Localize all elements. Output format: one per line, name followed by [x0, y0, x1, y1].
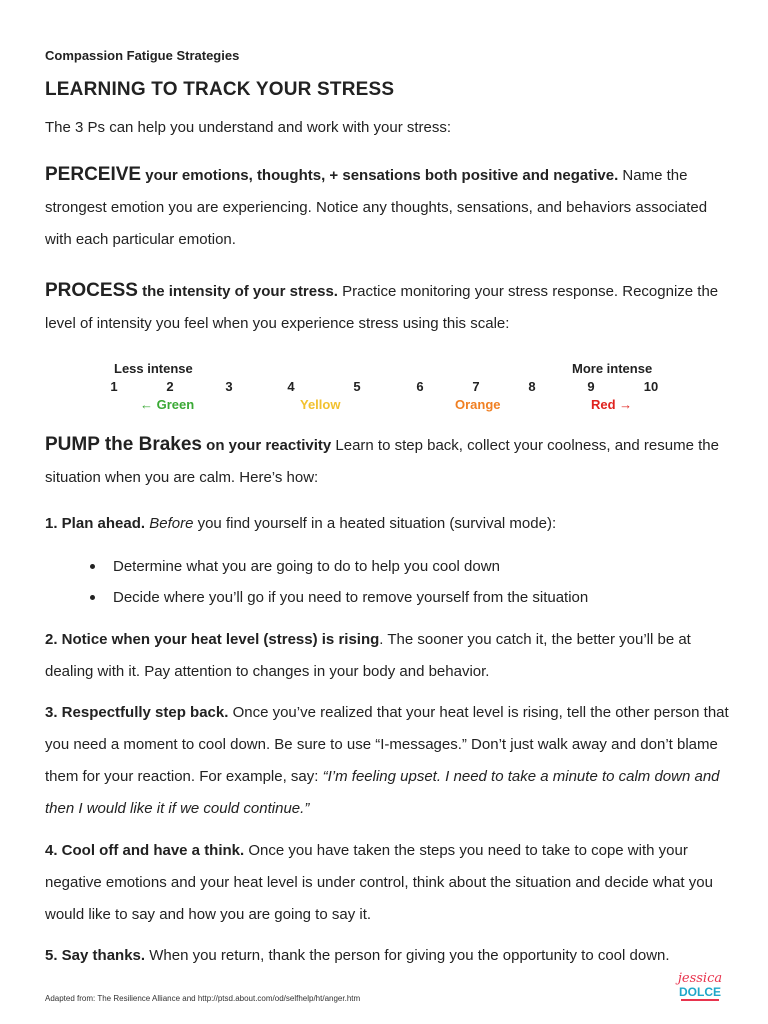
more-intense-label: More intense	[572, 361, 653, 376]
plan-ahead-list	[45, 551, 588, 613]
page-heading: LEARNING TO TRACK YOUR STRESS	[45, 79, 395, 100]
scale-number: 9	[587, 379, 595, 394]
logo-graphic	[672, 968, 728, 1006]
jessica-dolce-logo	[672, 968, 728, 1006]
perceive-paragraph	[45, 159, 735, 256]
step-3-quote: “I’m feeling upset. I need to take a minute to calm down and then I would like it if we could continue.”	[45, 768, 720, 817]
document-title: Compassion Fatigue Strategies	[45, 48, 240, 63]
perceive-word: PERCEIVE	[45, 164, 142, 185]
scale-number: 2	[166, 379, 174, 394]
intensity-scale	[0, 361, 768, 417]
step-5-text: When you return, thank the person for giving you the opportunity to cool down.	[145, 947, 670, 964]
pump-body: Learn to step back, collect your coolness, and resume the situation when you are calm. Here’s how:	[45, 437, 719, 486]
scale-number: 7	[472, 379, 480, 394]
pump-lead: on your reactivity	[202, 437, 332, 454]
process-lead: the intensity of your stress.	[137, 283, 338, 300]
step-1	[45, 508, 735, 540]
step-4-title: 4. Cool off and have a think.	[45, 842, 245, 859]
step-4-text: Once you have taken the steps you need to take to cope with your negative emotions and your heat level is under control, think about the situation and decide what you would like to say and how you are going to say it.	[45, 842, 713, 923]
perceive-lead: your emotions, thoughts, + sensations both positive and negative.	[141, 167, 619, 184]
step-1-emphasis: Before	[149, 515, 194, 532]
step-5	[45, 940, 735, 972]
step-3-title: 3. Respectfully step back.	[45, 704, 229, 721]
step-1-title: 1. Plan ahead.	[45, 515, 150, 532]
green-label: ← Green	[140, 397, 195, 412]
logo-wordmark: DOLCE	[679, 985, 721, 999]
process-word: PROCESS	[45, 280, 138, 301]
pump-word: PUMP the Brakes	[45, 434, 202, 455]
list-item: Determine what you are going to do to help you cool down	[45, 551, 588, 582]
scale-number: 8	[528, 379, 536, 394]
process-body: Practice monitoring your stress response. Recognize the level of intensity you feel when you experience stress using this scale:	[45, 283, 719, 332]
less-intense-label: Less intense	[114, 361, 193, 376]
list-item: Decide where you’ll go if you need to remove yourself from the situation	[45, 582, 588, 613]
scale-number: 5	[353, 379, 361, 394]
scale-number: 4	[287, 379, 295, 394]
pump-paragraph	[45, 429, 735, 494]
bullet-icon	[90, 595, 95, 600]
red-label: Red →	[591, 397, 633, 412]
step-1-text: you find yourself in a heated situation (survival mode):	[193, 515, 557, 532]
step-2-title: 2. Notice when your heat level (stress) is rising	[45, 631, 380, 648]
intro-text: The 3 Ps can help you understand and work with your stress:	[45, 119, 452, 136]
footer-citation: Adapted from: The Resilience Alliance and http://ptsd.about.com/od/selfhelp/ht/anger.htm	[45, 994, 361, 1003]
orange-label: Orange	[455, 397, 501, 412]
step-2-text: . The sooner you catch it, the better you’ll be at dealing with it. Pay attention to changes in your body and behavior.	[45, 631, 691, 680]
scale-number: 3	[225, 379, 233, 394]
step-4	[45, 835, 735, 931]
scale-number: 10	[643, 379, 659, 394]
perceive-body: Name the strongest emotion you are experiencing. Notice any thoughts, sensations, and behaviors associated with each particular emotion.	[45, 167, 708, 248]
step-3	[45, 697, 735, 825]
step-2	[45, 624, 735, 688]
logo-script: jessica	[677, 971, 723, 986]
yellow-label: Yellow	[300, 397, 341, 412]
process-paragraph	[45, 275, 735, 340]
scale-number: 1	[110, 379, 118, 394]
step-5-title: 5. Say thanks.	[45, 947, 146, 964]
bullet-icon	[90, 564, 95, 569]
scale-number: 6	[416, 379, 424, 394]
step-3-text: Once you’ve realized that your heat level is rising, tell the other person that you need a moment to cool down. Be sure to use “I-messages.” Don’t just walk away and don’t blame them for your reaction. For example, say:	[45, 704, 729, 785]
